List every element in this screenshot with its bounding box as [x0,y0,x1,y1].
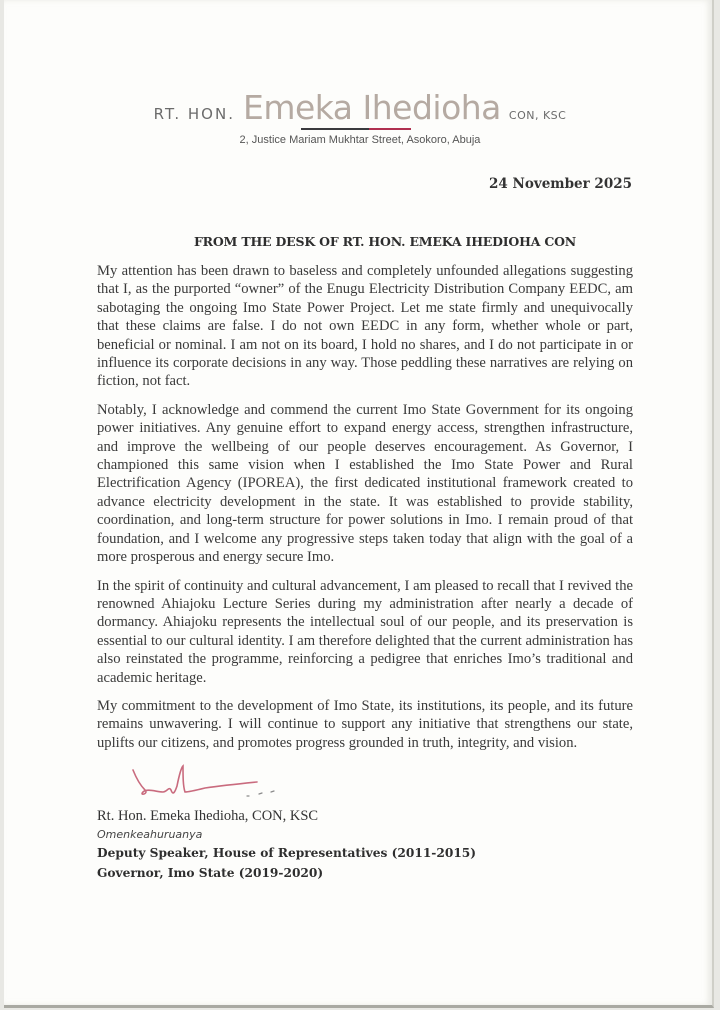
signature-stroke [133,766,257,794]
logo-underline [301,128,411,130]
signature-block [97,806,633,883]
letterhead [0,88,720,146]
paragraph: My attention has been drawn to baseless and completely unfounded allegations suggesting that I, as the purported “owner” of the Enugu Electricity Distribution Company EEDC, am sabotaging the ongoing Imo State Power Project. Let me state firmly and unequivocally that these claims are false. I do not own EEDC in any form, whether whole or part, beneficial or nominal. I am not on its board, I hold no shares, and I do not participate in or influence its corporate decisions in any way. Those peddling these narratives are relying on fiction, not fact. [97,263,633,390]
letterhead-suffix: CON, KSC [508,109,567,122]
letterhead-prefix: RT. HON. [153,105,235,123]
signatory-title: Omenkeahuruanya [97,828,203,842]
paragraph: Notably, I acknowledge and commend the current Imo State Government for its ongoing power initiatives. Any genuine effort to expand energy access, strengthen infrastructure, and improve the wellbeing of our people deserves encouragement. As Governor, I championed this same vision when I established the Imo State Power and Rural Electrification Agency (IPOREA), the first dedicated institutional framework created to advance electricity development in the state. It was established to provide stability, coordination, and long-term structure for power solutions in Imo. I remain proud of that foundation, and I welcome any progressive steps taken today that align with the goal of a more prosperous and energy secure Imo. [97,401,633,566]
letterhead-name-line [0,88,720,132]
letter-content [97,262,633,883]
letter-date: 24 November 2025 [489,176,632,192]
letterhead-logo-text: Emeka Ihedioha [242,88,501,127]
handwritten-signature [127,762,287,804]
paragraph: My commitment to the development of Imo State, its institutions, its people, and its future remains unwavering. I will continue to support any initiative that strengthens our state, uplifts our citizens, and promotes progress grounded in truth, integrity, and vision. [97,697,633,751]
paragraph: In the spirit of continuity and cultural advancement, I am pleased to recall that I revived the renowned Ahiajoku Lecture Series during my administration after nearly a decade of dormancy. Ahiajoku represents the intellectual soul of our people, and its preservation is essential to our cultural identity. I am therefore delighted that the current administration has also reinstated the programme, reinforcing a pedigree that enriches Imo’s traditional and academic heritage. [97,577,633,686]
letter-heading: FROM THE DESK OF RT. HON. EMEKA IHEDIOHA CON [194,234,577,249]
letterhead-logo-name [243,88,501,127]
letterhead-address: 2, Justice Mariam Mukhtar Street, Asokoro, Abuja [239,134,481,146]
signature-dots [247,791,274,796]
letter-body [97,262,633,752]
signatory-name: Rt. Hon. Emeka Ihedioha, CON, KSC [97,808,319,825]
signature-area [97,762,633,806]
signatory-role: Deputy Speaker, House of Representatives (2011-2015) [97,846,477,861]
signatory-role: Governor, Imo State (2019-2020) [97,866,324,881]
